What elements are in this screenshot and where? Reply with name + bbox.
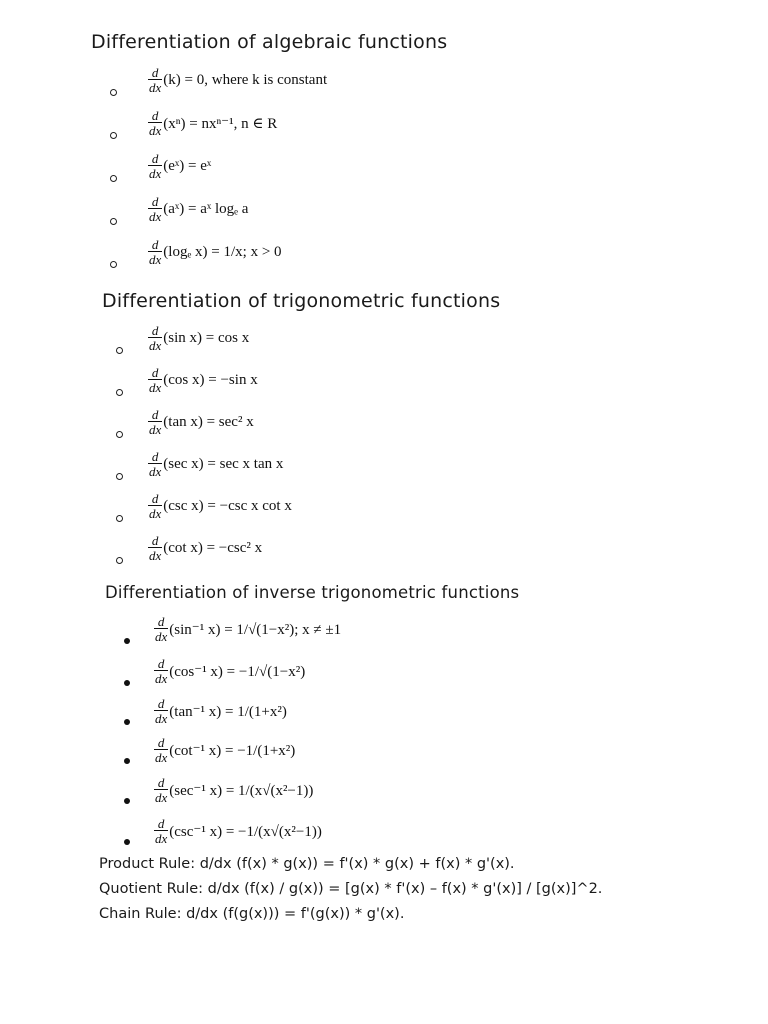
section-title-trigonometric: Differentiation of trigonometric functions — [102, 290, 501, 312]
list-item: $\frac{d}{dx}$ (cos x) = −sin x — [116, 366, 536, 406]
formula: (aˣ) = aˣ logₑ a — [163, 200, 249, 217]
formula: (csc⁻¹ x) = −1/(x√(x²−1)) — [169, 823, 322, 840]
open-bullet-icon — [116, 389, 123, 396]
list-item: $\frac{d}{dx}$ (csc⁻¹ x) = −1/(x√(x²−1)) — [124, 815, 544, 855]
list-item: $\frac{d}{dx}$ (tan⁻¹ x) = 1/(1+x²) — [124, 695, 544, 735]
list-item: $\frac{d}{dx}$ (sec⁻¹ x) = 1/(x√(x²−1)) — [124, 774, 544, 814]
list-item: $\frac{d}{dx}$ (k) = 0, where k is constant — [110, 66, 530, 106]
filled-bullet-icon — [124, 680, 130, 686]
formula: (k) = 0, where k is constant — [163, 71, 328, 88]
open-bullet-icon — [110, 218, 117, 225]
formula: (sec⁻¹ x) = 1/(x√(x²−1)) — [169, 782, 314, 799]
list-item: $\frac{d}{dx}$ (cot x) = −csc² x — [116, 534, 536, 574]
filled-bullet-icon — [124, 798, 130, 804]
open-bullet-icon — [116, 347, 123, 354]
formula: (cos⁻¹ x) = −1/√(1−x²) — [169, 663, 306, 680]
filled-bullet-icon — [124, 638, 130, 644]
open-bullet-icon — [116, 557, 123, 564]
formula: (sin x) = cos x — [163, 329, 250, 346]
quotient-rule: Quotient Rule: d/dx (f(x) / g(x)) = [g(x) * f'(x) – f(x) * g'(x)] / [g(x)]^2. — [99, 881, 603, 897]
list-item: $\frac{d}{dx}$ (sin⁻¹ x) = 1/√(1−x²); x ≠ ±1 — [124, 612, 544, 652]
open-bullet-icon — [110, 89, 117, 96]
formula: (sec x) = sec x tan x — [163, 455, 284, 472]
formula: (logₑ x) = 1/x; x > 0 — [163, 243, 282, 260]
list-item: $\frac{d}{dx}$ (csc x) = −csc x cot x — [116, 492, 536, 532]
formula: (sin⁻¹ x) = 1/√(1−x²); x ≠ ±1 — [169, 621, 342, 638]
open-bullet-icon — [110, 132, 117, 139]
list-item: $\frac{d}{dx}$ (sin x) = cos x — [116, 324, 536, 364]
filled-bullet-icon — [124, 839, 130, 845]
section-title-algebraic: Differentiation of algebraic functions — [91, 31, 448, 53]
list-item: $\frac{d}{dx}$ (cot⁻¹ x) = −1/(1+x²) — [124, 734, 544, 774]
formula: (xⁿ) = nxⁿ⁻¹, n ∈ R — [163, 115, 278, 132]
list-item: $\frac{d}{dx}$ (xⁿ) = nxⁿ⁻¹, n ∈ R — [110, 109, 530, 149]
formula: (eˣ) = eˣ — [163, 157, 212, 174]
filled-bullet-icon — [124, 719, 130, 725]
list-item: $\frac{d}{dx}$ (aˣ) = aˣ logₑ a — [110, 195, 530, 235]
list-item: $\frac{d}{dx}$ (eˣ) = eˣ — [110, 152, 530, 192]
open-bullet-icon — [116, 431, 123, 438]
formula: (tan⁻¹ x) = 1/(1+x²) — [169, 703, 287, 720]
section-title-inverse-trigonometric: Differentiation of inverse trigonometric functions — [105, 583, 520, 602]
list-item: $\frac{d}{dx}$ (logₑ x) = 1/x; x > 0 — [110, 238, 530, 278]
open-bullet-icon — [110, 261, 117, 268]
list-item: $\frac{d}{dx}$ (sec x) = sec x tan x — [116, 450, 536, 490]
formula: (cos x) = −sin x — [163, 371, 258, 388]
list-item: $\frac{d}{dx}$ (tan x) = sec² x — [116, 408, 536, 448]
chain-rule: Chain Rule: d/dx (f(g(x))) = f'(g(x)) * g'(x). — [99, 906, 405, 922]
formula: (cot x) = −csc² x — [163, 539, 263, 556]
open-bullet-icon — [116, 515, 123, 522]
formula: (tan x) = sec² x — [163, 413, 254, 430]
list-item: $\frac{d}{dx}$ (cos⁻¹ x) = −1/√(1−x²) — [124, 654, 544, 694]
formula: (cot⁻¹ x) = −1/(1+x²) — [169, 742, 296, 759]
filled-bullet-icon — [124, 758, 130, 764]
open-bullet-icon — [110, 175, 117, 182]
product-rule: Product Rule: d/dx (f(x) * g(x)) = f'(x) * g(x) + f(x) * g'(x). — [99, 856, 515, 872]
formula: (csc x) = −csc x cot x — [163, 497, 292, 514]
open-bullet-icon — [116, 473, 123, 480]
